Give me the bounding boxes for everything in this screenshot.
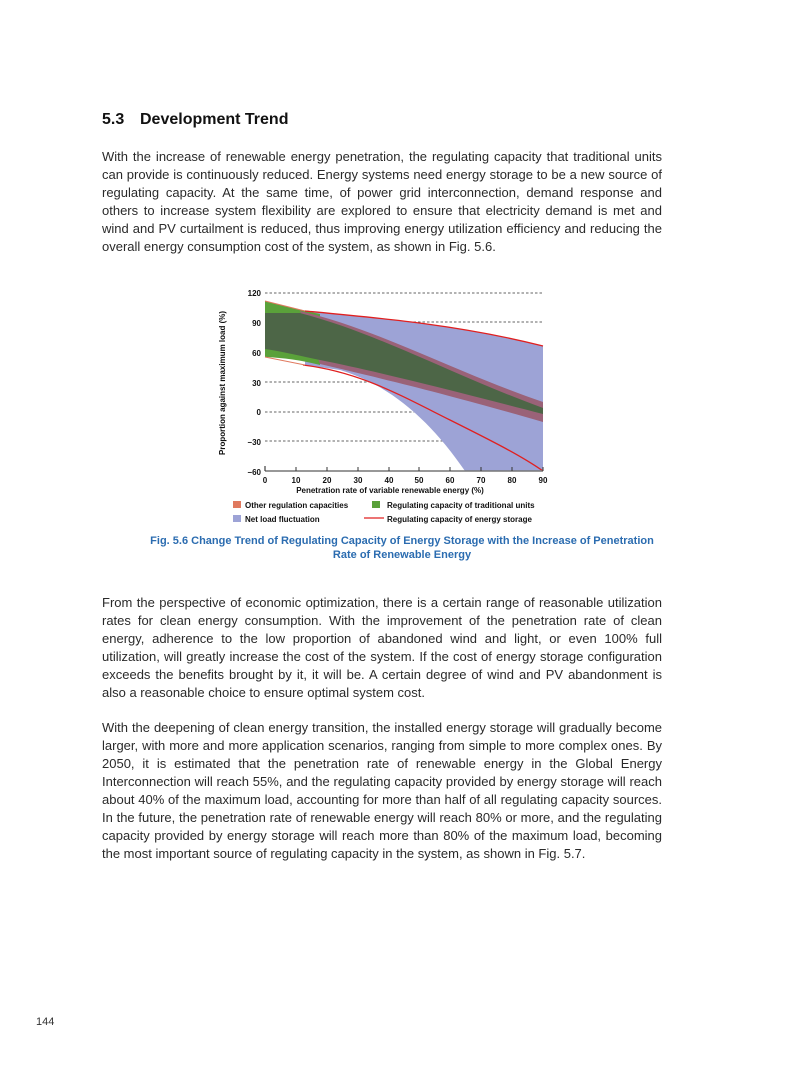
legend-traditional-units-swatch (372, 501, 380, 508)
y-tick-labels (247, 289, 261, 477)
traditional-edge-bottom (265, 357, 305, 365)
svg-text:30: 30 (252, 379, 261, 388)
traditional-edge-top (265, 301, 305, 311)
svg-text:80: 80 (507, 476, 517, 485)
x-tick-labels (263, 476, 548, 485)
net-load-area (305, 311, 543, 471)
storage-lower-line (303, 365, 543, 471)
paragraph-1: With the increase of renewable energy penetration, the regulating capacity that traditional units can provide is continuously reduced. Energy systems need energy storage to be a new source of regulating capacity. At the same time, of power grid interconnection, demand response and others to increase system flexibility are explored to ensure that electricity demand is met and wind and PV curtailment is reduced, thus improving energy utilization efficiency and reducing the overall energy consumption cost of the system, as shown in Fig. 5.6. (102, 149, 662, 254)
svg-text:10: 10 (291, 476, 301, 485)
svg-text:Net load fluctuation: Net load fluctuation (245, 515, 320, 524)
svg-text:0: 0 (262, 476, 268, 485)
svg-text:50: 50 (414, 476, 424, 485)
svg-text:−60: −60 (247, 468, 261, 477)
svg-text:Other regulation capacities: Other regulation capacities (245, 501, 349, 510)
svg-text:20: 20 (322, 476, 332, 485)
svg-text:60: 60 (252, 349, 261, 358)
paragraph-2: From the perspective of economic optimization, there is a certain range of reasonable utilization rates for clean energy consumption. With the improvement of the penetration rate of clean energy, adherence to the low proportion of abandoned wind and light, or even 100% full utilization, will greatly increase the cost of the system. If the cost of energy storage configuration exceeds the benefits brought by it, it will be. A certain degree of wind and PV abandonment is also a reasonable choice to ensure optimal system cost. (102, 595, 662, 700)
svg-text:Regulating capacity of traditi: Regulating capacity of traditional units (387, 501, 535, 510)
traditional-units-dark-area (265, 313, 543, 414)
section-title: Development Trend (140, 111, 289, 128)
svg-text:40: 40 (384, 476, 394, 485)
svg-text:120: 120 (247, 289, 261, 298)
gridlines (265, 293, 543, 441)
legend-net-load-swatch (233, 515, 241, 522)
svg-text:70: 70 (476, 476, 486, 485)
figure-caption (102, 534, 702, 562)
legend-other-regulation-swatch (233, 501, 241, 508)
section-heading (102, 111, 288, 129)
paragraph-3: With the deepening of clean energy transition, the installed energy storage will gradually become larger, with more and more application scenarios, ranging from simple to more complex ones. By 2050, it is estimated that the penetration rate of renewable energy in the Global Energy Interconnection will reach 55%, and the regulating capacity provided by energy storage will reach about 40% of the maximum load, accounting for more than half of all regulating capacity sources. In the future, the penetration rate of renewable energy will reach 80% or more, and the regulating capacity provided by energy storage will reach more than 80% of the maximum load, becoming the most important source of regulating capacity in the system, as shown in Fig. 5.7. (102, 720, 662, 861)
traditional-units-light-area (265, 301, 320, 365)
caption-line-2: Rate of Renewable Energy (332, 549, 472, 561)
storage-upper-line (305, 311, 543, 346)
legend (233, 501, 535, 524)
svg-text:−30: −30 (247, 438, 261, 447)
other-regulation-area (300, 311, 543, 422)
svg-text:30: 30 (353, 476, 363, 485)
svg-text:Regulating capacity of energy: Regulating capacity of energy storage (387, 515, 532, 524)
svg-text:90: 90 (252, 319, 261, 328)
section-number: 5.3 (102, 111, 125, 128)
svg-text:60: 60 (445, 476, 455, 485)
caption-line-1: Fig. 5.6 Change Trend of Regulating Capacity of Energy Storage with the Increase of Penetration (150, 535, 654, 547)
svg-text:90: 90 (538, 476, 548, 485)
y-axis-label: Proportion against maximum load (%) (218, 310, 227, 456)
x-axis-label: Penetration rate of variable renewable energy (%) (296, 486, 484, 495)
page-number: 144 (36, 1016, 55, 1028)
svg-text:0: 0 (256, 408, 261, 417)
